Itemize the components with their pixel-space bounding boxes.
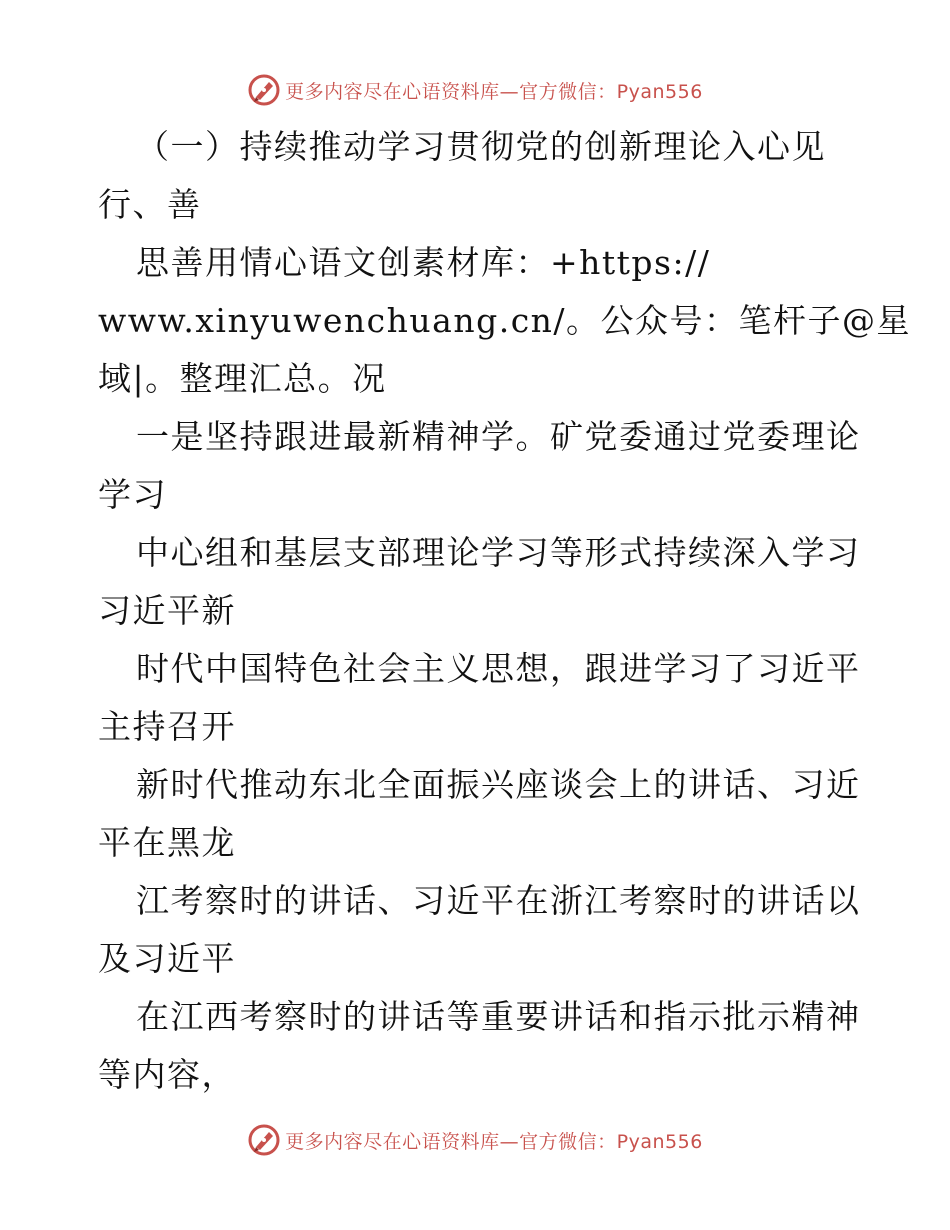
text-line: 习近平新	[98, 591, 236, 630]
text-line: 时代中国特色社会主义思想，跟进学习了习近平	[136, 649, 861, 688]
text-line: 江考察时的讲话、习近平在浙江考察时的讲话以	[136, 881, 861, 920]
watermark-text: 更多内容尽在心语资料库—官方微信：Pyan556	[285, 1130, 703, 1153]
watermark-text: 更多内容尽在心语资料库—官方微信：Pyan556	[285, 80, 703, 103]
text-line: 新时代推动东北全面振兴座谈会上的讲话、习近	[136, 765, 861, 804]
text-line: 一是坚持跟进最新精神学。矿党委通过党委理论	[136, 417, 861, 456]
text-line: 思善用情心语文创素材库：+https://	[136, 243, 711, 282]
text-line: 及习近平	[98, 939, 236, 978]
text-line: 域|。整理汇总。况	[98, 359, 387, 398]
text-line: 平在黑龙	[98, 823, 236, 862]
pen-nib-logo-icon	[247, 73, 281, 107]
watermark-banner-bottom	[0, 1120, 950, 1160]
text-line: 主持召开	[98, 707, 236, 746]
watermark-banner-top	[0, 70, 950, 110]
text-line: 在江西考察时的讲话等重要讲话和指示批示精神	[136, 997, 861, 1036]
section-heading: （一）持续推动学习贯彻党的创新理论入心见	[136, 127, 826, 166]
text-line: www.xinyuwenchuang.cn/。公众号：笔杆子@星	[98, 301, 912, 340]
text-line: 等内容，	[98, 1055, 236, 1094]
text-line: 行、善	[98, 185, 202, 224]
text-line: 学习	[98, 475, 167, 514]
pen-nib-logo-icon	[247, 1123, 281, 1157]
document-body	[98, 118, 912, 1104]
text-line: 中心组和基层支部理论学习等形式持续深入学习	[136, 533, 861, 572]
